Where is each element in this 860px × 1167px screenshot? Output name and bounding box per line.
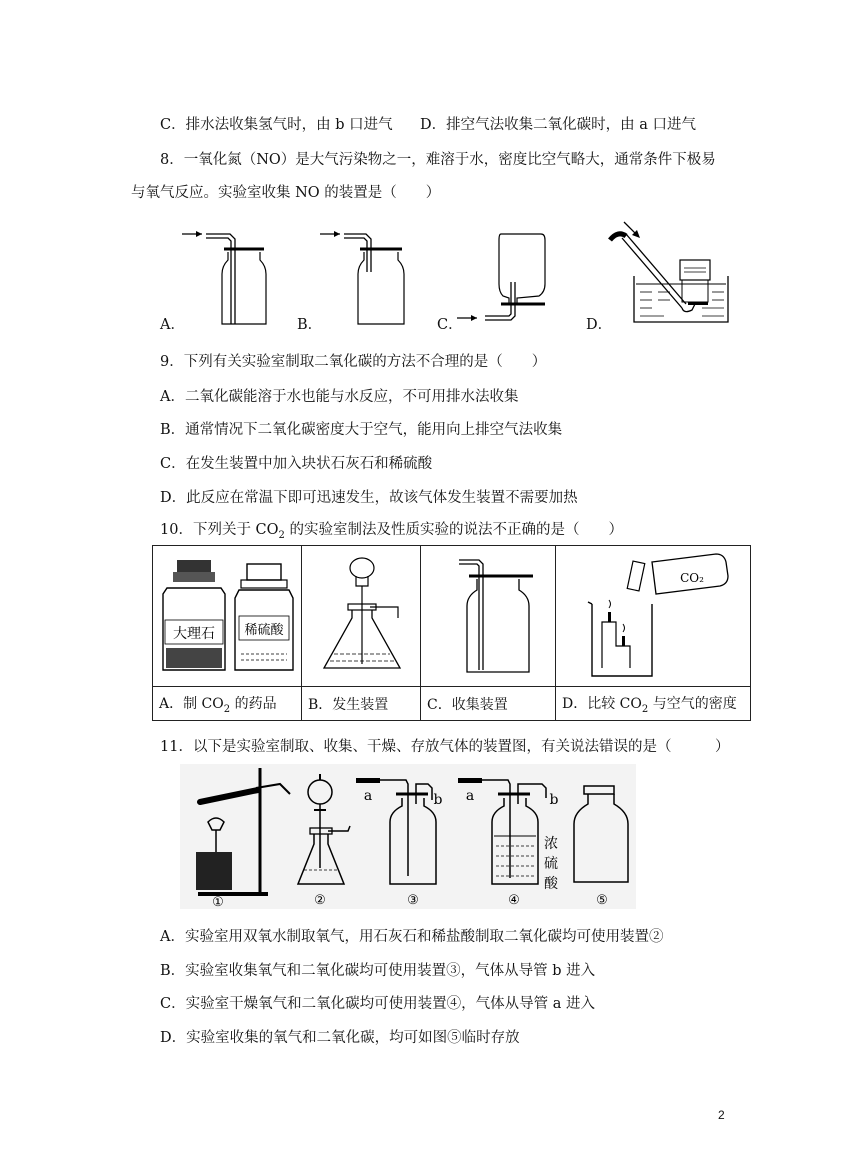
apparatus-number-1: ① [212,895,224,909]
q10-caption-c: C．收集装置 [421,687,556,721]
q9-stem: 9．下列有关实验室制取二氧化碳的方法不合理的是（ ） [160,354,547,370]
q8-label-c: C． [437,317,463,333]
acid-label-char-3: 酸 [544,876,558,892]
q9-option-c: C．在发生装置中加入块状石灰石和稀硫酸 [160,456,433,472]
co2-pour-beaker-figure [556,546,750,682]
port-label-a-4: a [465,788,475,804]
q10-options-table [152,545,751,721]
apparatus-number-2: ② [314,893,326,908]
reagent-bottles-figure [153,546,301,682]
q8-apparatus-d [604,218,734,330]
apparatus-2-flask-funnel [298,774,350,908]
bottle-label-marble: 大理石 [173,626,215,642]
apparatus-1-heating-stand [196,768,290,909]
co2-bottle-label: CO₂ [680,571,704,585]
port-label-a-3: a [363,788,373,804]
q10-cell-generator [302,546,421,687]
q11-option-c: C．实验室干燥氧气和二氧化碳均可使用装置④，气体从导管 a 进入 [160,996,595,1012]
q11-option-b: B．实验室收集氧气和二氧化碳均可使用装置③，气体从导管 b 进入 [160,963,596,979]
q9-option-a: A．二氧化碳能溶于水也能与水反应，不可用排水法收集 [160,389,519,405]
q8-stem-line1: 8．一氧化氮（NO）是大气污染物之一，难溶于水，密度比空气略大，通常条件下极易 [160,152,716,168]
q10-stem: 10．下列关于 $CO_2$ 的实验室制法及性质实验的说法不正确的是（ ） [160,522,624,541]
apparatus-3-gas-bottle [356,778,443,908]
port-label-b-3: b [433,792,443,808]
q10-cell-collector [421,546,556,687]
q10-caption-b: B．发生装置 [302,687,421,721]
apparatus-number-3: ③ [407,893,419,908]
q7-option-d: D．排空气法收集二氧化碳时，由 a 口进气 [420,117,696,133]
q7-option-c: C．排水法收集氢气时，由 b 口进气 [160,117,393,133]
q8-label-d: D． [586,317,613,333]
q8-label-a: A． [160,317,185,333]
q11-stem: 11．以下是实验室制取、收集、干燥、存放气体的装置图，有关说法错误的是（ ） [160,739,730,755]
q8-label-b: B． [297,317,323,333]
q10-caption-d: D．比较 $CO_2$ 与空气的密度 [556,687,751,721]
q11-apparatus-figure [180,764,636,909]
q8-apparatus-b [318,222,418,332]
q9-option-d: D．此反应在常温下即可迅速发生，故该气体发生装置不需要加热 [160,490,578,506]
q8-apparatus-c [455,222,555,332]
q8-apparatus-a [180,222,280,332]
apparatus-4-drying-bottle [458,778,559,908]
acid-label-char-1: 浓 [544,836,558,852]
apparatus-number-4: ④ [508,893,520,908]
apparatus-number-5: ⑤ [596,893,608,908]
q9-option-b: B．通常情况下二氧化碳密度大于空气，能用向上排空气法收集 [160,422,563,438]
apparatus-5-storage-bottle [574,786,628,908]
flask-generator-figure [302,546,420,682]
page-number: 2 [718,1108,725,1122]
q11-option-a: A．实验室用双氧水制取氧气，用石灰石和稀盐酸制取二氧化碳均可使用装置② [160,929,664,945]
gas-collection-bottle-figure [421,546,555,682]
q11-option-d: D．实验室收集的氧气和二氧化碳，均可如图⑤临时存放 [160,1030,520,1046]
q8-stem-line2: 与氧气反应。实验室收集 NO 的装置是（ ） [131,185,441,201]
q10-cell-reagents [153,546,302,687]
q10-caption-a: A．制 $CO_2$ 的药品 [153,687,302,721]
q10-cell-density [556,546,751,687]
bottle-label-dilute-sulfuric-acid: 稀硫酸 [244,623,284,638]
port-label-b-4: b [549,792,559,808]
acid-label-char-2: 硫 [544,856,558,872]
